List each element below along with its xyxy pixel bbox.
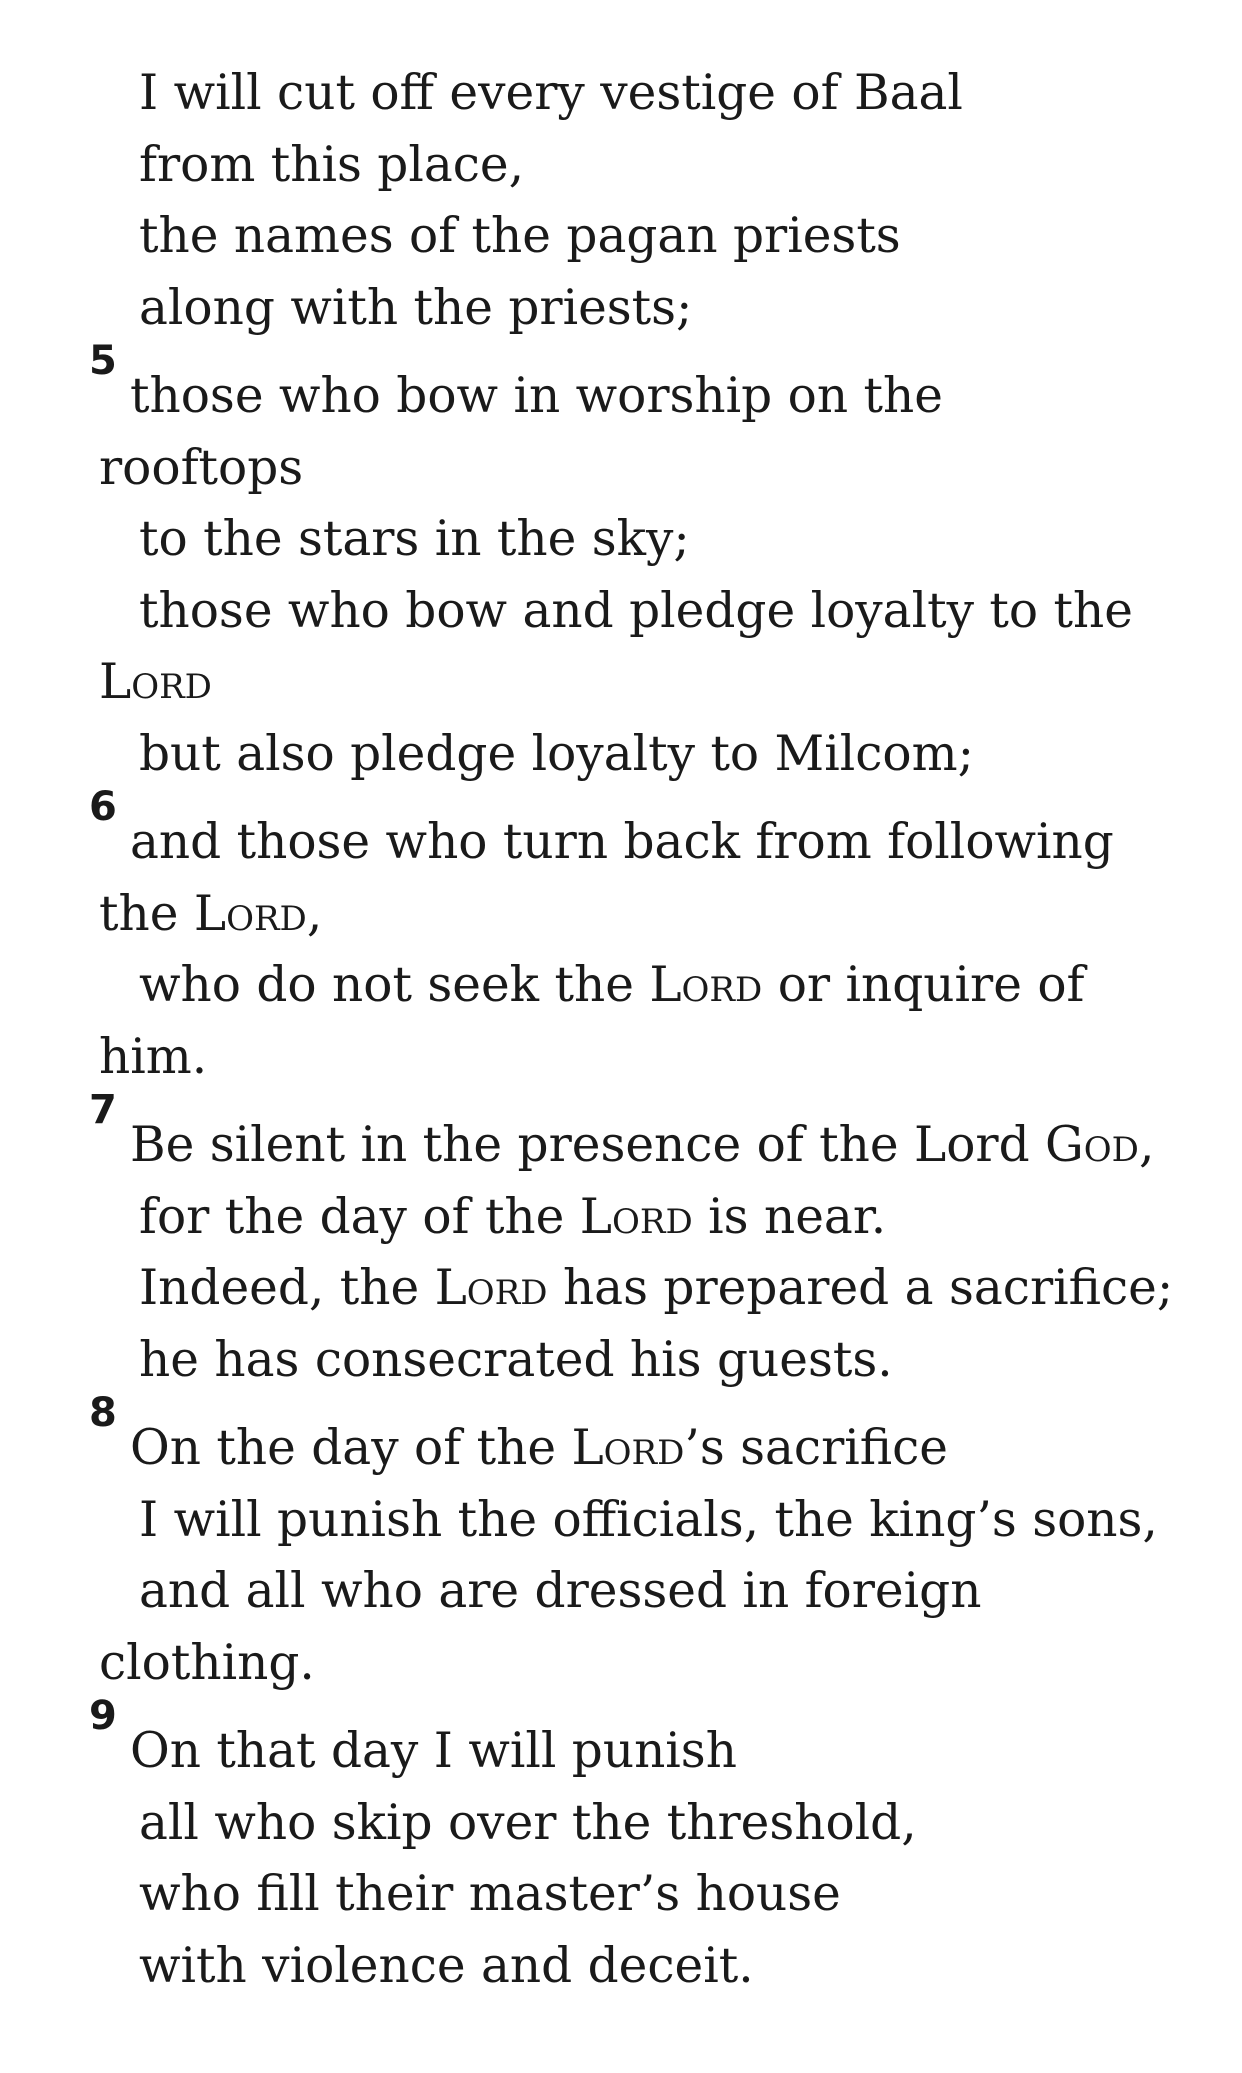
verse-text <box>99 814 1114 870</box>
text-run: and those who turn back from following <box>130 814 1114 870</box>
verse-number: 7 <box>89 1087 117 1133</box>
verse-line <box>99 1325 1219 1397</box>
text-run: for the day of the <box>139 1188 580 1245</box>
text-run: rooftops <box>99 439 304 496</box>
verse-text <box>99 1723 737 1779</box>
verse-line <box>99 504 1219 576</box>
text-run: him. <box>99 1028 208 1085</box>
text-run: , <box>306 885 323 942</box>
verse-line-continuation <box>99 433 1219 505</box>
verse-line <box>99 1182 1219 1254</box>
text-run: and all who are dressed in foreign <box>139 1563 982 1619</box>
verse-line <box>99 1859 1219 1931</box>
text-run: On the day of the <box>130 1420 572 1476</box>
verse-line <box>99 201 1219 273</box>
divine-name-small-caps: Lord <box>649 957 763 1013</box>
text-run: I will punish the officials, the king’s sons, <box>139 1491 1158 1548</box>
verse-line-continuation <box>99 1628 1219 1700</box>
text-run: or inquire of <box>762 957 1085 1013</box>
divine-name-small-caps: Lord <box>99 654 212 710</box>
verse-number: 5 <box>89 338 117 384</box>
divine-name-small-caps: Lord <box>434 1260 548 1316</box>
verse-line-continuation <box>99 647 1219 719</box>
scripture-passage <box>89 58 1219 2002</box>
verse-line <box>99 273 1219 345</box>
text-run: , <box>1138 1117 1155 1173</box>
text-run: those who bow and pledge loyalty to the <box>139 582 1133 639</box>
verse-line <box>99 58 1219 130</box>
verse-line <box>99 576 1219 648</box>
text-run: to the stars in the sky; <box>139 511 690 567</box>
text-run: with violence and deceit. <box>139 1937 754 1994</box>
divine-name-small-caps: Lord <box>579 1188 693 1245</box>
text-run: Be silent in the presence of the Lord <box>130 1117 1046 1173</box>
verse-text <box>99 1420 948 1476</box>
text-run: clothing. <box>99 1634 315 1691</box>
verse-line <box>99 1556 1219 1628</box>
divine-name-small-caps: Lord <box>571 1420 685 1476</box>
verse-line <box>99 950 1219 1022</box>
text-run: Indeed, the <box>139 1260 435 1316</box>
verse-number: 9 <box>89 1693 117 1739</box>
text-run: has prepared a sacrifice; <box>547 1260 1174 1316</box>
verse-line-continuation <box>99 879 1219 951</box>
verse-line-start <box>89 338 1219 433</box>
text-run: but also pledge loyalty to Milcom; <box>139 725 974 782</box>
verse-text <box>99 1117 1154 1173</box>
divine-name-small-caps: Lord <box>193 885 307 942</box>
divine-name-small-caps: God <box>1045 1117 1139 1173</box>
text-run: those who bow in worship on the <box>130 368 943 424</box>
text-run: I will cut off every vestige of Baal <box>139 65 963 121</box>
text-run: who fill their master’s house <box>139 1866 841 1922</box>
text-run: he has consecrated his guests. <box>139 1331 893 1388</box>
verse-line <box>99 1931 1219 2003</box>
text-run: from this place, <box>139 136 525 193</box>
text-run: the names of the pagan priests <box>139 208 901 264</box>
text-run: ’s sacrifice <box>684 1420 949 1476</box>
verse-line <box>99 130 1219 202</box>
verse-text <box>99 368 943 424</box>
text-run: who do not seek the <box>139 957 650 1013</box>
verse-line <box>99 1253 1219 1325</box>
verse-line <box>99 1788 1219 1860</box>
verse-line-start <box>89 1390 1219 1485</box>
verse-number: 8 <box>89 1390 117 1436</box>
text-run: all who skip over the threshold, <box>139 1794 917 1851</box>
verse-line-continuation <box>99 1022 1219 1094</box>
verse-line-start <box>89 784 1219 879</box>
verse-line-start <box>89 1087 1219 1182</box>
verse-line <box>99 1485 1219 1557</box>
text-run: along with the priests; <box>139 279 693 336</box>
verse-line-start <box>89 1693 1219 1788</box>
verse-line <box>99 719 1219 791</box>
text-run: On that day I will punish <box>130 1723 737 1779</box>
text-run: the <box>99 885 194 942</box>
verse-number: 6 <box>89 784 117 830</box>
text-run: is near. <box>692 1188 887 1245</box>
